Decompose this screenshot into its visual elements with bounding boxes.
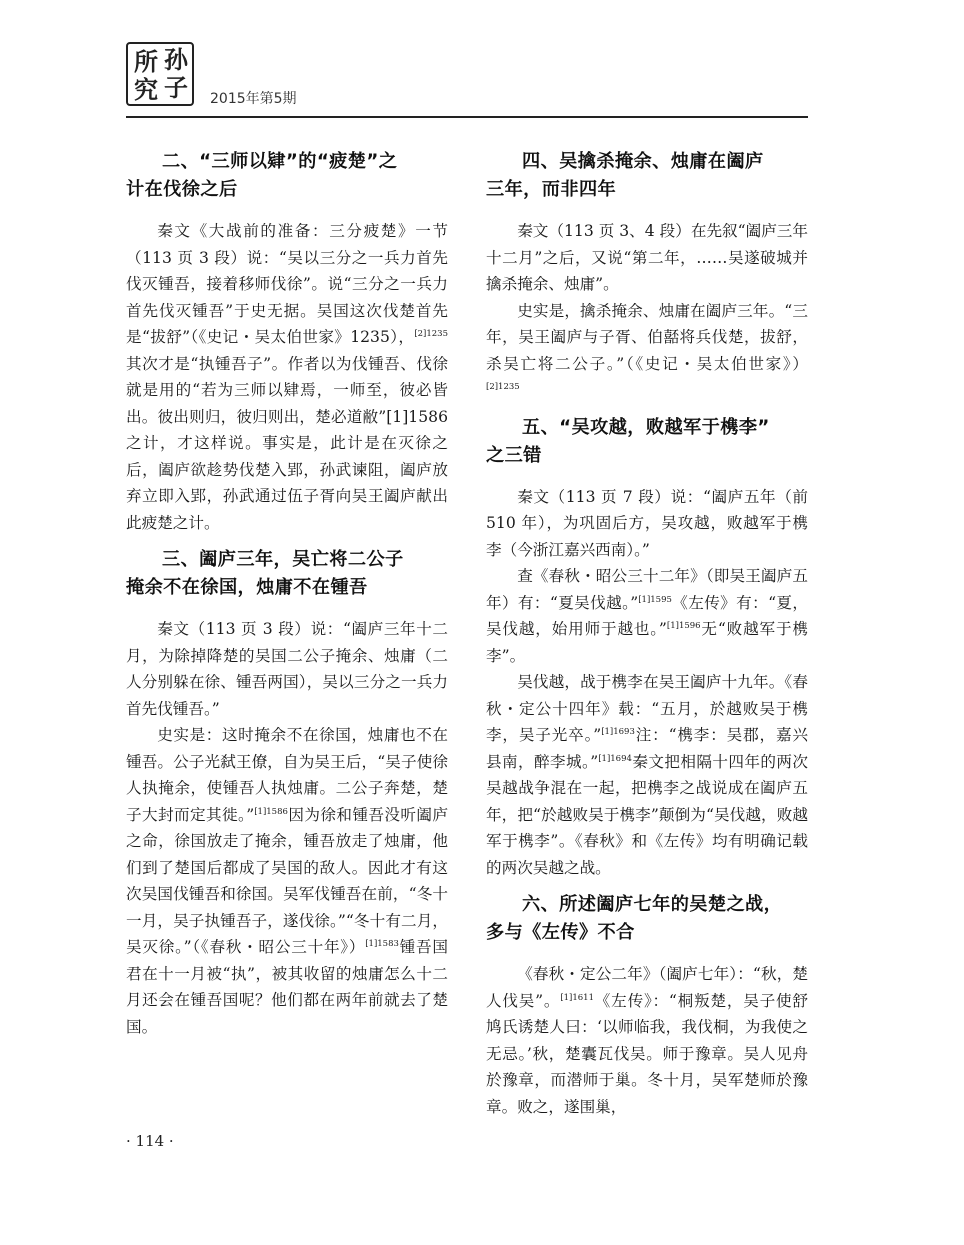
- section-heading: [126, 148, 448, 204]
- section-heading: [486, 414, 808, 470]
- text-run: 注：“槜李：吴郡，嘉兴县南，醉李城。”: [486, 726, 808, 771]
- text-run: 其次才是“执锺吾子”。作者以为伐锺吾、伐徐就是用的“若为三师以肄焉，一师至，彼必皆出。彼出则归，彼归则出，楚必道敝”[1]1586 之计，才这样说。事实是，此计是在灭徐之后，阖庐欲趁势伐楚入郢，孙武谏阻，阖庐放弃立即入郢，孙武通过伍子胥向吴王阖庐献出此疲楚之计。: [126, 354, 448, 532]
- body-paragraph: [486, 563, 808, 669]
- page-header: [126, 40, 808, 120]
- body-paragraph: [126, 218, 448, 536]
- text-run: 秦文把相隔十四年的两次吴越战争混在一起，把槜李之战说成在阖庐五年，把“於越败吴于槜李”颠倒为“吴伐越，败越军于槜李”。《春秋》和《左传》均有明确记载的两次吴越之战。: [486, 752, 808, 877]
- heading-line: 之三错: [486, 444, 542, 466]
- text-run: 吴伐越，战于槜李在吴王阖庐十九年。《春秋・定公十四年》载：“五月，於越败吴于槜李，吴子光卒。”: [486, 673, 808, 744]
- left-column: [126, 148, 448, 1040]
- section-heading: [126, 546, 448, 602]
- body-paragraph: [126, 616, 448, 722]
- issue-label: 2015年第5期: [210, 91, 297, 107]
- citation-ref: [1]1596: [666, 620, 701, 631]
- heading-line: 三、阖庐三年，吴亡将二公子: [162, 549, 404, 570]
- text-run: 秦文（113 页 7 段）说：“阖庐五年（前 510 年），为巩固后方，吴攻越，败越军于槜李（今浙江嘉兴西南）。”: [486, 487, 808, 559]
- citation-ref: [1]1583: [365, 938, 399, 949]
- citation-ref: [1]1693: [601, 726, 635, 737]
- text-run: 秦文（113 页 3、4 段）在先叙“阖庐三年十二月”之后，又说“第二年，……吴遂破城并擒杀掩余、烛庸”。: [486, 222, 808, 293]
- logo-char: 究: [134, 75, 158, 104]
- text-run: 秦文（113 页 3 段）说：“阖庐三年十二月，为除掉降楚的吴国二公子掩余、烛庸（二人分别躲在徐、锺吾两国），吴以三分之一兵力首先伐锺吾。”: [126, 620, 448, 718]
- text-run: 史实是，擒杀掩余、烛庸在阖庐三年。“三年，吴王阖庐与子胥、伯嚭将兵伐楚，拔舒，杀吴亡将二公子。”（《史记・吴太伯世家》）: [486, 301, 808, 373]
- heading-line: 多与《左传》不合: [486, 922, 635, 943]
- text-run: 秦文《大战前的准备：三分疲楚》一节（113 页 3 段）说：“吴以三分之一兵力首先伐灭锺吾，接着移师伐徐”。说“三分之一兵力首先伐灭锺吾”于史无据。吴国这次伐楚首先是“拔舒”（《史记・吴太伯世家》1235），: [126, 222, 448, 346]
- text-run: 《左传》有：“夏，吴伐越，始用师于越也。”: [486, 593, 808, 638]
- body-paragraph: [486, 218, 808, 298]
- text-run: 查《春秋・昭公三十二年》（即吴王阖庐五年）有：“夏吴伐越。”: [486, 567, 808, 612]
- journal-logo: [126, 42, 194, 106]
- heading-line: 五、“吴攻越，败越军于槜李”: [522, 416, 770, 438]
- heading-line: 六、所述阖庐七年的吴楚之战，: [522, 894, 783, 915]
- section-heading: [486, 148, 808, 204]
- logo-char: 孙: [164, 45, 188, 74]
- heading-line: 掩余不在徐国，烛庸不在锺吾: [126, 577, 368, 598]
- citation-ref: [1]1595: [638, 594, 672, 605]
- citation-ref: [2]1235: [414, 328, 448, 339]
- heading-line: 计在伐徐之后: [126, 179, 238, 200]
- citation-ref: [1]1611: [560, 992, 594, 1003]
- body-paragraph: [486, 961, 808, 1120]
- text-run: 《左传》：“桐叛楚，吴子使舒鸠氏诱楚人曰：‘以师临我，我伐桐，为我使之无忌。’秋，楚囊瓦伐吴。师于豫章。吴人见舟於豫章，而潜师于巢。冬十月，吴军楚师於豫章。败之，遂围巢，: [486, 991, 808, 1116]
- body-paragraph: [486, 298, 808, 404]
- logo-char: 所: [134, 47, 158, 76]
- text-run: 史实是：这时掩余不在徐国，烛庸也不在锺吾。公子光弑王僚，自为吴王后，“吴子使徐人执掩余，使锺吾人执烛庸。二公子奔楚，楚子大封而定其徙。”: [126, 726, 448, 824]
- page-number: · 114 ·: [126, 1132, 174, 1150]
- heading-line: 三年，而非四年: [486, 179, 617, 200]
- heading-line: 四、吴擒杀掩余、烛庸在阖庐: [522, 151, 764, 172]
- heading-line: 二、“三师以肄”的“疲楚”之: [162, 151, 398, 172]
- body-paragraph: [126, 722, 448, 1040]
- text-run: 《春秋・定公二年》（阖庐七年）：“秋，楚人伐吴”。: [486, 965, 808, 1010]
- citation-ref: [1]1586: [254, 806, 288, 817]
- right-column: [486, 148, 808, 1120]
- body-paragraph: [486, 669, 808, 881]
- section-heading: [486, 891, 808, 947]
- citation-ref: [2]1235: [486, 381, 520, 392]
- text-run: 因为徐和锺吾没听阖庐之命，徐国放走了掩余，锺吾放走了烛庸，他们到了楚国后都成了吴国的敌人。因此才有这次吴国伐锺吾和徐国。吴军伐锺吾在前，“冬十一月，吴子执锺吾子，遂伐徐。”“冬十有二月，吴灭徐。”（《春秋・昭公三十年》）: [126, 805, 448, 956]
- text-run: 锺吾国君在十一月被“执”，被其收留的烛庸怎么十二月还会在锺吾国呢？他们都在两年前就去了楚国。: [126, 938, 448, 1036]
- body-paragraph: [486, 484, 808, 564]
- logo-char: 子: [164, 73, 188, 102]
- header-rule: [126, 116, 808, 118]
- text-run: 无“败越军于槜李”。: [486, 620, 808, 665]
- citation-ref: [1]1694: [598, 753, 632, 764]
